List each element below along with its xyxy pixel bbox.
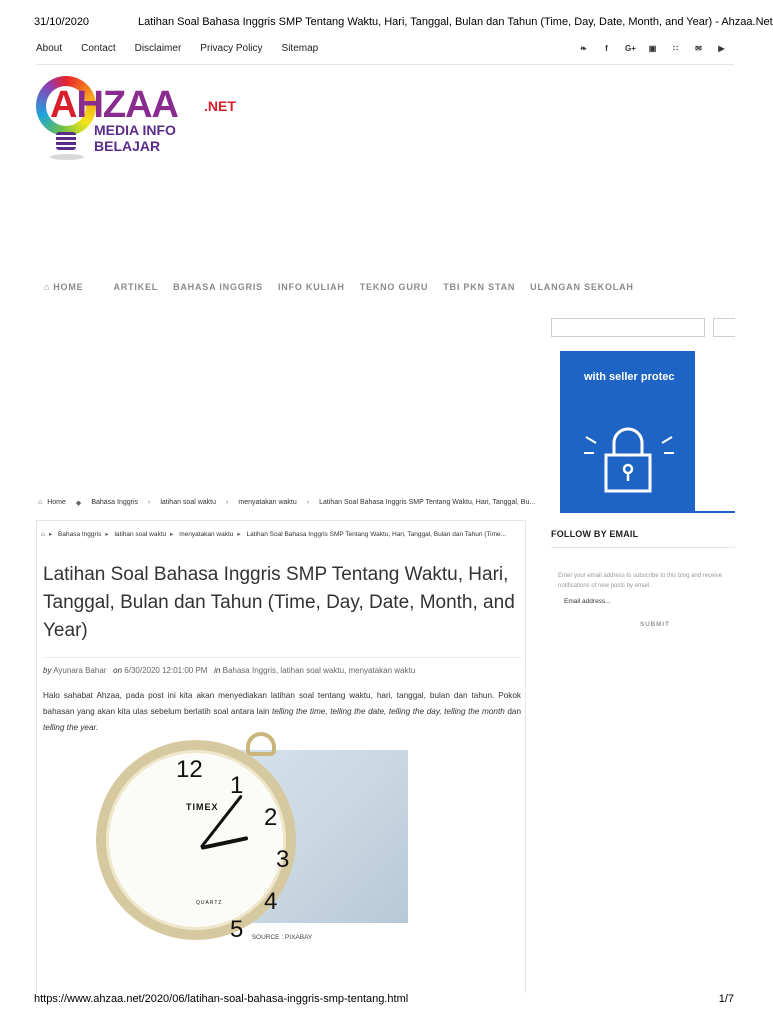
- site-logo[interactable]: [34, 74, 244, 166]
- social-links: [565, 44, 726, 53]
- follow-description: Enter your email address to subscribe to this blog and receive notifications of new posts by email.: [558, 573, 723, 589]
- top-nav: [36, 43, 734, 65]
- meta-by: by: [43, 666, 52, 675]
- youtube-icon[interactable]: ▶: [718, 44, 725, 53]
- post-breadcrumb-bahasa-inggris[interactable]: Bahasa Inggris: [58, 531, 102, 538]
- chevron-right-icon: ›: [148, 499, 151, 506]
- breadcrumb: [36, 499, 536, 521]
- chevron-right-icon: ›: [306, 499, 310, 506]
- sparkle-icon: [584, 431, 674, 467]
- breadcrumb-latihan-soal-waktu[interactable]: latihan soal waktu: [160, 499, 217, 506]
- top-nav-links: [36, 43, 337, 54]
- post-meta: [43, 657, 521, 675]
- email-icon[interactable]: ✉: [695, 44, 702, 53]
- breadcrumb-bahasa-inggris[interactable]: Bahasa Inggris: [91, 499, 139, 506]
- alarm-clock-image: 12 1 2 3 4 5 TIMEX QUARTZ: [156, 750, 408, 923]
- main-nav-tekno-guru[interactable]: TEKNO GURU: [359, 282, 429, 292]
- post-breadcrumb-current: Latihan Soal Bahasa Inggris SMP Tentang Waktu, Hari, Tanggal, Bulan dan Tahun (Time...: [246, 531, 507, 538]
- home-icon: ⌂: [44, 282, 51, 292]
- image-caption: SOURCE : PIXABAY: [251, 934, 313, 941]
- logo-net: .NET: [204, 98, 236, 114]
- home-icon[interactable]: ⌂: [41, 531, 45, 538]
- chevron-right-icon: ›: [226, 499, 229, 506]
- nav-link-contact[interactable]: Contact: [81, 43, 116, 54]
- tag-icon: ◆: [75, 500, 82, 507]
- breadcrumb-menyatakan-waktu[interactable]: menyatakan waktu: [238, 499, 297, 506]
- nav-link-privacy-policy[interactable]: Privacy Policy: [200, 43, 263, 54]
- rss-icon[interactable]: ∷: [672, 44, 679, 53]
- main-nav: [44, 282, 649, 292]
- post-breadcrumb-menyatakan-waktu[interactable]: menyatakan waktu: [179, 531, 234, 538]
- ad-text: with seller protec: [584, 371, 675, 383]
- logo-tagline: MEDIA INFO BELAJAR: [94, 122, 176, 154]
- meta-on: on: [113, 666, 123, 675]
- print-page-number: 1/7: [718, 993, 734, 1005]
- submit-button[interactable]: SUBMIT: [640, 621, 670, 628]
- post-datetime[interactable]: 6/30/2020 12:01:00 PM: [124, 666, 208, 675]
- print-url: https://www.ahzaa.net/2020/06/latihan-soal-bahasa-inggris-smp-tentang.html: [34, 993, 409, 1005]
- post-container: [36, 521, 526, 993]
- home-icon: ⌂: [38, 499, 43, 506]
- print-title: Latihan Soal Bahasa Inggris SMP Tentang Waktu, Hari, Tanggal, Bulan dan Tahun (Time, Day, Date, Month, and Year) - Ahzaa.Net: [138, 16, 773, 28]
- main-nav-tbi-pkn-stan[interactable]: TBI PKN STAN: [443, 282, 516, 292]
- print-footer: [34, 993, 734, 1005]
- nav-link-sitemap[interactable]: Sitemap: [281, 43, 319, 54]
- main-nav-home[interactable]: ⌂ HOME: [44, 282, 84, 292]
- follow-by-email-title: FOLLOW BY EMAIL: [551, 529, 639, 539]
- nav-link-about[interactable]: About: [36, 43, 63, 54]
- main-nav-info-kuliah[interactable]: INFO KULIAH: [277, 282, 345, 292]
- breadcrumb-home[interactable]: Home: [47, 499, 66, 506]
- main-nav-bahasa-inggris[interactable]: BAHASA INGGRIS: [173, 282, 263, 292]
- post-title: Latihan Soal Bahasa Inggris SMP Tentang Waktu, Hari, Tanggal, Bulan dan Tahun (Time, Day, Date, Month, and Year): [43, 564, 515, 641]
- google-plus-icon[interactable]: G+: [625, 44, 636, 53]
- post-author[interactable]: Ayunara Bahar: [53, 666, 107, 675]
- main-nav-artikel[interactable]: ARTIKEL: [113, 282, 159, 292]
- main-nav-ulangan-sekolah[interactable]: ULANGAN SEKOLAH: [530, 282, 634, 292]
- sidebar-search-button[interactable]: [713, 318, 735, 337]
- advertisement-banner[interactable]: [560, 351, 695, 513]
- facebook-icon[interactable]: f: [605, 44, 608, 53]
- sidebar-search-input[interactable]: [551, 318, 705, 337]
- nav-link-disclaimer[interactable]: Disclaimer: [134, 43, 182, 54]
- instagram-icon[interactable]: ▣: [648, 44, 657, 53]
- post-labels[interactable]: Bahasa Inggris, latihan soal waktu, menyatakan waktu: [222, 666, 416, 675]
- email-field[interactable]: Email address...: [564, 598, 611, 605]
- print-date: 31/10/2020: [34, 16, 90, 28]
- post-breadcrumb-latihan-soal-waktu[interactable]: latihan soal waktu: [114, 531, 167, 538]
- breadcrumb-current: Latihan Soal Bahasa Inggris SMP Tentang Waktu, Hari, Tanggal, Bu...: [319, 499, 536, 506]
- post-breadcrumb: ⌂ ▸ Bahasa Inggris ▸ latihan soal waktu ▸ menyatakan waktu ▸ Latihan Soal Bahasa Inggris SMP Tentang Waktu, Hari, Tanggal, Bulan dan Tahun (Time...: [41, 531, 507, 538]
- print-header: [34, 16, 773, 32]
- meta-in: in: [214, 666, 221, 675]
- post-intro: Halo sahabat Ahzaa, pada post ini kita akan menyediakan latihan soal tentang waktu, hari, tanggal, bulan dan tahun. Pokok bahasan yang akan kita ulas sebelum berlatih soal antara lain telling the time, telling the date, telling the day, telling the month dan telling the year.: [43, 691, 521, 732]
- logo-brand: AHZAA: [50, 84, 178, 126]
- twitter-icon[interactable]: ❧: [580, 44, 587, 53]
